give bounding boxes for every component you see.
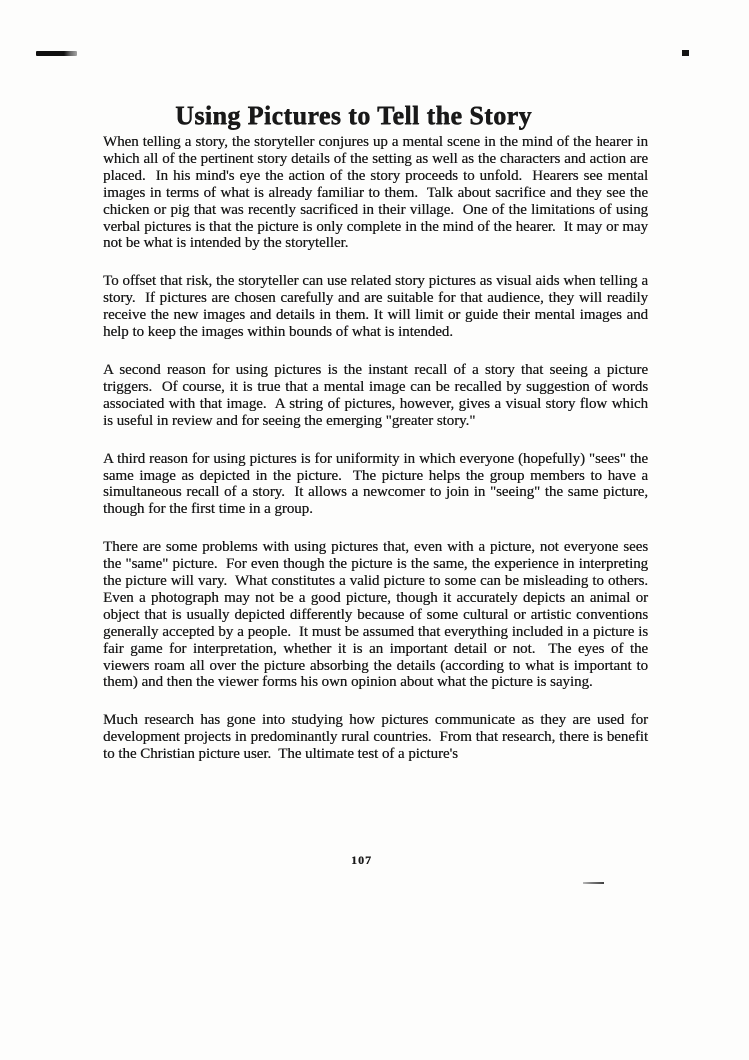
paragraph-4: A third reason for using pictures is for uniformity in which everyone (hopefully) "sees" the same image as depicted in the picture. The picture helps the group members to have a simultaneous recall of a story. It allows a newcomer to join in "seeing" the same picture, though for the first time in a group. — [103, 450, 652, 518]
scan-artifact-dash — [583, 882, 604, 884]
paragraph-1: When telling a story, the storyteller conjures up a mental scene in the mind of the hearer in which all of the pertinent story details of the setting as well as the characters and action are placed. In his mind's eye the action of the story proceeds to unfold. Hearers see mental images in terms of what is already familiar to them. Talk about sacrifice and they see the chicken or pig that was recently sacrificed in their village. One of the limitations of using verbal pictures is that the picture is only complete in the mind of the hearer. It may or may not be what is intended by the storyteller. — [103, 134, 652, 252]
paragraph-3: A second reason for using pictures is the instant recall of a story that seeing a picture triggers. Of course, it is true that a mental image can be recalled by suggestion of words associated with that image. A string of pictures, however, gives a visual story flow which is useful in review and for seeing the emerging "greater story." — [103, 361, 652, 429]
page-number: 107 — [351, 853, 372, 867]
scan-artifact-square — [682, 50, 689, 56]
scan-artifact-bar — [36, 51, 77, 56]
paragraph-5: There are some problems with using pictures that, even with a picture, not everyone sees the "same" picture. For even though the picture is the same, the experience in interpreting the picture will vary. What constitutes a valid picture to some can be misleading to others. Even a photograph may not be a good picture, though it accurately depicts an animal or object that is usually depicted differently because of some cultural or artistic conventions generally accepted by a people. It must be assumed that everything included in a picture is fair game for interpretation, whether it is an important detail or not. The eyes of the viewers roam all over the picture absorbing the details (according to what is important to them) and then the viewer forms his own opinion about what the picture is saying. — [103, 539, 656, 691]
page-body — [103, 134, 656, 784]
paragraph-6: Much research has gone into studying how pictures communicate as they are used for development projects in predominantly rural countries. From that research, there is benefit to the Christian picture user. The ultimate test of a picture's — [103, 712, 652, 763]
paragraph-2: To offset that risk, the storyteller can use related story pictures as visual aids when telling a story. If pictures are chosen carefully and are suitable for that audience, they will readily receive the new images and details in them. It will limit or guide their mental images and help to keep the images within bounds of what is intended. — [103, 273, 652, 341]
page-title: Using Pictures to Tell the Story — [175, 101, 532, 131]
